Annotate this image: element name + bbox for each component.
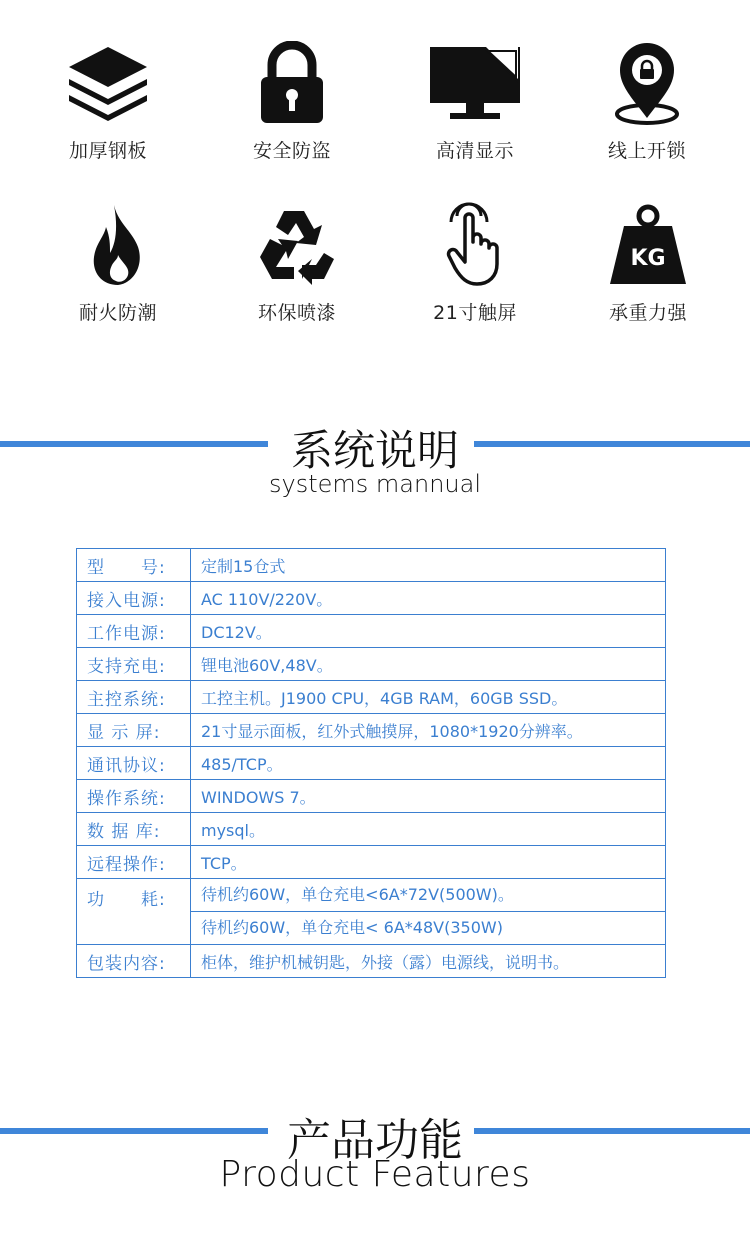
section-title: 产品功能 xyxy=(287,1115,463,1166)
spec-key: 功 耗: xyxy=(77,879,191,945)
table-row xyxy=(77,582,666,615)
feature-item xyxy=(217,38,367,163)
spec-value: 柜体，维护机械钥匙，外接（露）电源线，说明书。 xyxy=(191,945,666,978)
feature-label: 承重力强 xyxy=(608,302,687,324)
feature-label: 加厚钢板 xyxy=(68,140,147,162)
table-row xyxy=(77,846,666,879)
spec-value: 工控主机。J1900 CPU，4GB RAM，60GB SSD。 xyxy=(191,681,666,714)
spec-key: 数 据 库: xyxy=(77,813,191,846)
feature-item xyxy=(400,38,550,163)
spec-key: 显 示 屏: xyxy=(77,714,191,747)
weight-kg-icon xyxy=(608,204,688,286)
feature-item xyxy=(572,38,722,163)
layers-icon xyxy=(65,43,151,123)
spec-value: 定制15仓式 xyxy=(191,549,666,582)
feature-label: 安全防盗 xyxy=(252,140,331,162)
feature-label: 环保喷漆 xyxy=(257,302,336,324)
spec-table xyxy=(76,548,666,978)
feature-label: 高清显示 xyxy=(435,140,514,162)
spec-key: 包装内容: xyxy=(77,945,191,978)
feature-label: 耐火防潮 xyxy=(78,302,157,324)
touch-hand-icon xyxy=(443,202,507,288)
location-lock-icon xyxy=(612,40,682,126)
fire-icon xyxy=(88,203,148,287)
feature-item xyxy=(222,200,372,325)
table-row xyxy=(77,813,666,846)
table-row xyxy=(77,747,666,780)
section-header-systems xyxy=(0,410,750,510)
table-row xyxy=(77,549,666,582)
section-title: 系统说明 xyxy=(290,426,459,475)
spec-value-line: 待机约60W，单仓充电< 6A*48V(350W) xyxy=(191,911,665,944)
table-row xyxy=(77,780,666,813)
section-subtitle: Product Features xyxy=(219,1154,531,1195)
spec-value: 485/TCP。 xyxy=(191,747,666,780)
spec-key: 接入电源: xyxy=(77,582,191,615)
spec-key: 型 号: xyxy=(77,549,191,582)
table-row xyxy=(77,714,666,747)
lock-icon xyxy=(257,41,327,125)
table-row xyxy=(77,879,666,945)
spec-key: 工作电源: xyxy=(77,615,191,648)
recycle-icon xyxy=(254,205,340,285)
spec-value: mysql。 xyxy=(191,813,666,846)
spec-key: 支持充电: xyxy=(77,648,191,681)
kg-badge: KG xyxy=(630,246,666,271)
feature-item xyxy=(33,38,183,163)
section-subtitle: systems mannual xyxy=(269,470,481,498)
table-row xyxy=(77,648,666,681)
table-row xyxy=(77,945,666,978)
section-header-features xyxy=(0,1100,750,1210)
monitor-icon xyxy=(428,43,522,123)
feature-label: 21寸触屏 xyxy=(433,302,517,324)
spec-value: AC 110V/220V。 xyxy=(191,582,666,615)
spec-key: 远程操作: xyxy=(77,846,191,879)
spec-key: 通讯协议: xyxy=(77,747,191,780)
table-row xyxy=(77,681,666,714)
spec-value-line: 待机约60W，单仓充电<6A*72V(500W)。 xyxy=(201,885,514,904)
feature-label: 线上开锁 xyxy=(607,140,686,162)
spec-value: DC12V。 xyxy=(191,615,666,648)
feature-item xyxy=(400,200,550,325)
spec-value xyxy=(191,879,666,945)
table-row xyxy=(77,615,666,648)
spec-value: TCP。 xyxy=(191,846,666,879)
spec-value: 锂电池60V,48V。 xyxy=(191,648,666,681)
spec-key: 操作系统: xyxy=(77,780,191,813)
feature-item xyxy=(573,200,723,325)
spec-key: 主控系统: xyxy=(77,681,191,714)
spec-value: 21寸显示面板，红外式触摸屏，1080*1920分辨率。 xyxy=(191,714,666,747)
feature-item xyxy=(43,200,193,325)
spec-value: WINDOWS 7。 xyxy=(191,780,666,813)
